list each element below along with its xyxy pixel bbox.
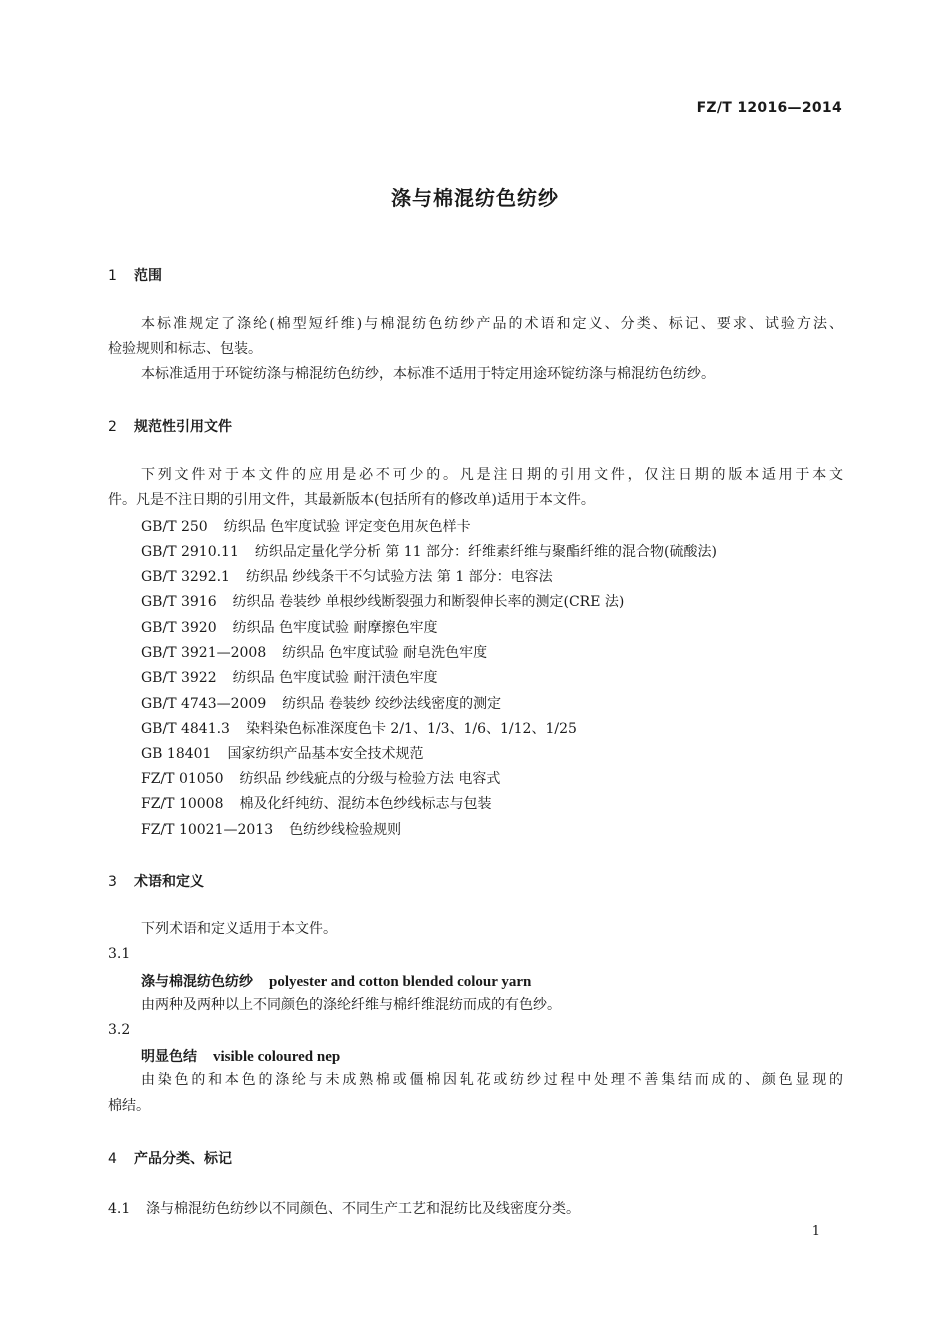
reference-item: [141, 541, 717, 561]
section-heading-classification: [108, 1148, 232, 1168]
reference-code: GB/T 250: [141, 519, 208, 535]
reference-code: GB/T 4743—2009: [141, 696, 267, 712]
reference-item: [141, 819, 401, 839]
reference-title: 染料染色标准深度色卡 2/1、1/3、1/6、1/12、1/25: [245, 721, 577, 737]
reference-title: 纺织品定量化学分析 第 11 部分：纤维素纤维与聚酯纤维的混合物(硫酸法): [254, 544, 717, 560]
section-heading-normative-references: [108, 416, 232, 436]
reference-item: [141, 693, 501, 713]
term-english: polyester and cotton blended colour yarn: [269, 974, 532, 990]
page-title: 涤与棉混纺色纺纱: [391, 186, 559, 210]
reference-code: GB/T 3922: [141, 670, 217, 686]
section-number: 1: [108, 268, 117, 284]
term-chinese: 涤与棉混纺色纺纱: [141, 974, 253, 990]
reference-item: [141, 793, 491, 813]
term-definition: 由两种及两种以上不同颜色的涤纶纤维与棉纤维混纺而成的有色纱。: [141, 997, 561, 1013]
reference-code: FZ/T 10021—2013: [141, 822, 274, 838]
subclause: [108, 1198, 580, 1218]
reference-item: [141, 718, 577, 738]
term-number: 3.1: [108, 946, 131, 962]
reference-item: [141, 617, 438, 637]
reference-item: [141, 743, 423, 763]
reference-title: 纺织品 卷装纱 绞纱法线密度的测定: [282, 696, 502, 712]
term-entry: [141, 971, 531, 991]
reference-code: GB/T 3916: [141, 594, 217, 610]
section-heading-terms: [108, 871, 204, 891]
subclause-number: 4.1: [108, 1201, 131, 1217]
section-heading-scope: [108, 265, 162, 285]
reference-title: 棉及化纤纯纺、混纺本色纱线标志与包装: [239, 796, 492, 812]
section-title: 术语和定义: [134, 874, 204, 890]
section-title: 范围: [134, 268, 162, 284]
reference-code: FZ/T 01050: [141, 771, 224, 787]
section-title: 产品分类、标记: [134, 1151, 232, 1167]
paragraph: 件。凡是不注日期的引用文件，其最新版本(包括所有的修改单)适用于本文件。: [108, 492, 595, 508]
term-chinese: 明显色结: [141, 1049, 197, 1065]
paragraph: 本标准规定了涤纶(棉型短纤维)与棉混纺色纺纱产品的术语和定义、分类、标记、要求、试验方法、: [141, 316, 843, 332]
reference-title: 纺织品 色牢度试验 耐皂洗色牢度: [282, 645, 488, 661]
reference-title: 纺织品 色牢度试验 耐摩擦色牢度: [232, 620, 438, 636]
reference-title: 纺织品 色牢度试验 评定变色用灰色样卡: [223, 519, 471, 535]
reference-code: GB/T 4841.3: [141, 721, 230, 737]
paragraph: 下列术语和定义适用于本文件。: [141, 921, 337, 937]
section-number: 2: [108, 419, 117, 435]
reference-title: 色纺纱线检验规则: [289, 822, 402, 838]
reference-title: 纺织品 纱线疵点的分级与检验方法 电容式: [239, 771, 501, 787]
term-entry: [141, 1046, 340, 1066]
section-title: 规范性引用文件: [134, 419, 232, 435]
reference-item: [141, 642, 487, 662]
reference-title: 国家纺织产品基本安全技术规范: [227, 746, 424, 762]
reference-code: GB/T 3921—2008: [141, 645, 267, 661]
section-number: 3: [108, 874, 117, 890]
term-definition: 由染色的和本色的涤纶与未成熟棉或僵棉因轧花或纺纱过程中处理不善集结而成的、颜色显现的: [141, 1072, 843, 1088]
term-english: visible coloured nep: [213, 1049, 341, 1065]
reference-item: [141, 667, 438, 687]
reference-code: FZ/T 10008: [141, 796, 224, 812]
paragraph: 检验规则和标志、包装。: [108, 341, 262, 357]
reference-item: [141, 566, 553, 586]
subclause-text: 涤与棉混纺色纺纱以不同颜色、不同生产工艺和混纺比及线密度分类。: [146, 1201, 580, 1217]
term-definition: 棉结。: [108, 1098, 150, 1114]
reference-title: 纺织品 色牢度试验 耐汗渍色牢度: [232, 670, 438, 686]
reference-item: [141, 768, 500, 788]
reference-code: GB 18401: [141, 746, 212, 762]
reference-item: [141, 591, 624, 611]
reference-title: 纺织品 卷装纱 单根纱线断裂强力和断裂伸长率的测定(CRE 法): [232, 594, 625, 610]
section-number: 4: [108, 1151, 117, 1167]
standard-number: FZ/T 12016—2014: [696, 100, 842, 116]
reference-code: GB/T 2910.11: [141, 544, 239, 560]
reference-code: GB/T 3920: [141, 620, 217, 636]
reference-title: 纺织品 纱线条干不匀试验方法 第 1 部分：电容法: [245, 569, 553, 585]
paragraph: 本标准适用于环锭纺涤与棉混纺色纺纱，本标准不适用于特定用途环锭纺涤与棉混纺色纺纱。: [141, 366, 715, 382]
paragraph: 下列文件对于本文件的应用是必不可少的。凡是注日期的引用文件，仅注日期的版本适用于本文: [141, 467, 843, 483]
reference-code: GB/T 3292.1: [141, 569, 230, 585]
page-number: 1: [811, 1224, 820, 1239]
term-number: 3.2: [108, 1022, 131, 1038]
reference-item: [141, 516, 471, 536]
